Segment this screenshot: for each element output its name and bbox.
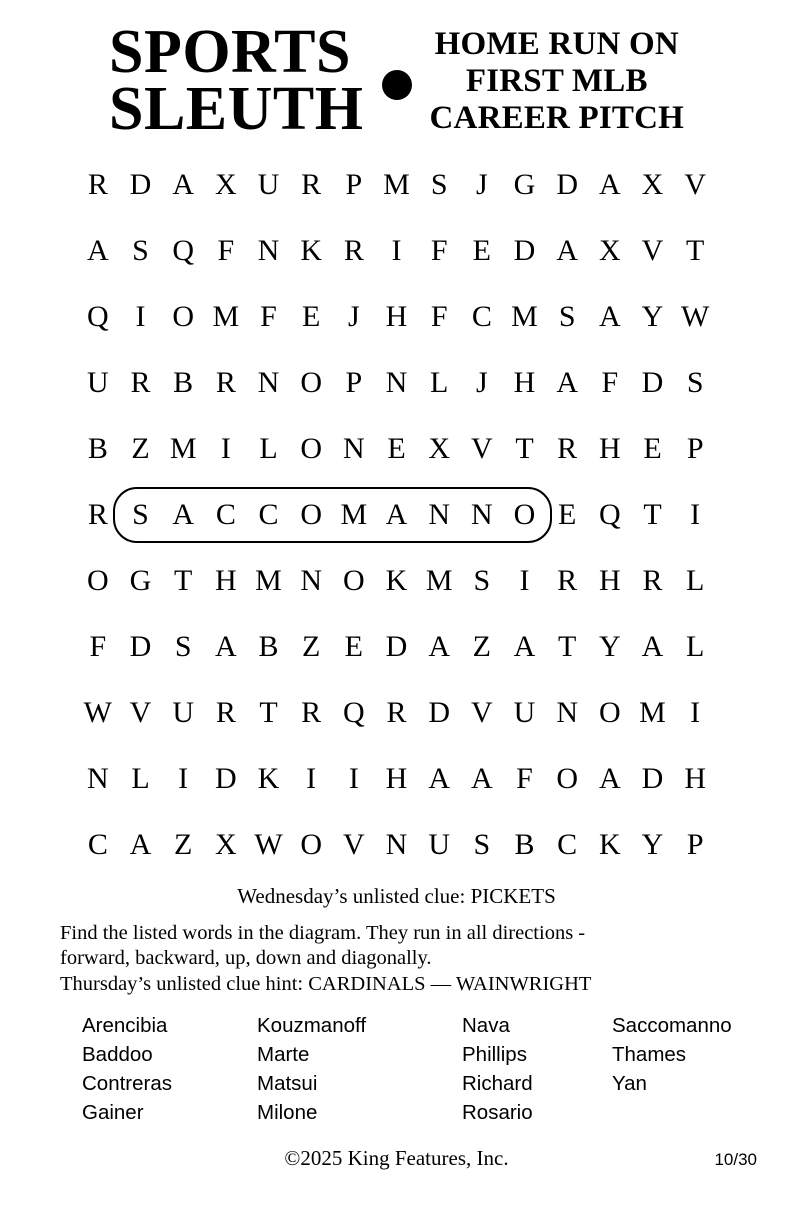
grid-cell[interactable]: O [556, 762, 578, 796]
grid-cell[interactable]: I [135, 300, 146, 334]
grid-cell[interactable]: N [470, 498, 493, 532]
grid-cell[interactable]: C [557, 828, 578, 862]
grid-cell[interactable]: D [385, 630, 408, 664]
grid-cell[interactable]: E [643, 432, 662, 466]
grid-cell[interactable]: N [257, 234, 280, 268]
grid-cell[interactable]: A [214, 630, 237, 664]
grid-cell[interactable]: R [642, 564, 663, 598]
next-day-hint: Thursday’s unlisted clue hint: CARDINALS — WAINWRIGHT [60, 973, 592, 996]
word-list-column [612, 1011, 753, 1127]
page-footer [0, 1146, 793, 1174]
grid-cell[interactable]: C [215, 498, 236, 532]
grid-cell[interactable]: Q [86, 300, 109, 334]
grid-cell[interactable]: Y [641, 300, 664, 334]
grid-cell[interactable]: M [212, 300, 240, 334]
grid-cell[interactable]: B [514, 828, 535, 862]
grid-cell[interactable]: O [513, 498, 536, 532]
grid-cell[interactable]: M [425, 564, 453, 598]
grid-cell[interactable]: G [513, 168, 536, 202]
grid-cell[interactable]: A [86, 234, 109, 268]
grid-cell[interactable]: D [129, 168, 152, 202]
grid-cell[interactable]: O [342, 564, 365, 598]
grid-cell[interactable]: F [430, 234, 448, 268]
word-list-item[interactable]: Thames [612, 1043, 687, 1067]
grid-cell[interactable]: P [686, 828, 704, 862]
unlisted-clue: Wednesday’s unlisted clue: PICKETS [237, 884, 556, 909]
puzzle-title-line-2: SLEUTH [108, 75, 364, 144]
grid-cell[interactable]: V [342, 828, 365, 862]
grid-cell[interactable]: Q [172, 234, 194, 268]
grid-cell[interactable]: T [515, 432, 534, 466]
puzzle-subtitle-line-1: HOME RUN ON [434, 25, 679, 62]
grid-cell[interactable]: G [129, 564, 152, 598]
grid-cell[interactable]: N [300, 564, 322, 598]
grid-cell[interactable]: Z [472, 630, 491, 664]
grid-cell[interactable]: Q [598, 498, 621, 532]
grid-cell[interactable]: A [556, 366, 578, 400]
grid-cell[interactable]: Q [342, 696, 365, 730]
grid-cell[interactable]: X [641, 168, 664, 202]
grid-cell[interactable]: I [306, 762, 317, 796]
grid-cell[interactable]: M [383, 168, 410, 202]
grid-cell[interactable]: F [260, 300, 277, 334]
word-list-item[interactable]: Nava [462, 1014, 510, 1038]
grid-cell[interactable]: A [428, 630, 450, 664]
grid-cell[interactable]: A [385, 498, 408, 532]
grid-cell[interactable]: R [215, 696, 236, 730]
grid-cell[interactable]: J [475, 168, 488, 202]
grid-cell[interactable]: D [214, 762, 237, 796]
grid-cell[interactable]: M [511, 300, 538, 334]
grid-cell[interactable]: W [681, 300, 710, 334]
grid-cell[interactable]: S [686, 366, 704, 400]
grid-cell[interactable]: H [598, 432, 621, 466]
grid-cell[interactable]: H [684, 762, 706, 796]
grid-cell[interactable]: O [300, 366, 322, 400]
grid-cell[interactable]: R [386, 696, 407, 730]
page-number: 10/30 [714, 1150, 757, 1169]
grid-cell[interactable]: A [172, 168, 194, 202]
grid-cell[interactable]: F [89, 630, 107, 664]
grid-cell[interactable]: I [519, 564, 530, 598]
grid-cell[interactable]: W [254, 828, 283, 862]
grid-cell[interactable]: L [686, 630, 705, 664]
grid-cell[interactable]: N [428, 498, 450, 532]
grid-cell[interactable]: I [348, 762, 359, 796]
grid-cell[interactable]: T [558, 630, 577, 664]
grid-cell[interactable]: U [257, 168, 280, 202]
grid-cell[interactable]: R [557, 432, 578, 466]
grid-cell[interactable]: N [342, 432, 365, 466]
grid-cell[interactable]: R [130, 366, 151, 400]
word-list-item[interactable]: Milone [257, 1101, 318, 1125]
grid-cell[interactable]: I [391, 234, 402, 268]
grid-cell[interactable]: R [301, 168, 322, 202]
grid-cell[interactable]: N [385, 828, 408, 862]
grid-cell[interactable]: E [344, 630, 363, 664]
grid-cell[interactable]: L [131, 762, 150, 796]
grid-cell[interactable]: A [556, 234, 578, 268]
grid-cell[interactable]: Z [174, 828, 193, 862]
grid-cell[interactable]: I [178, 762, 189, 796]
grid-cell[interactable]: C [471, 300, 492, 334]
word-list-item[interactable]: Gainer [82, 1101, 144, 1125]
grid-cell[interactable]: H [214, 564, 237, 598]
grid-cell[interactable]: P [345, 366, 363, 400]
grid-cell[interactable]: M [340, 498, 368, 532]
grid-cell[interactable]: L [430, 366, 449, 400]
grid-cell[interactable]: V [641, 234, 664, 268]
grid-cell[interactable]: N [86, 762, 109, 796]
grid-cell[interactable]: B [87, 432, 108, 466]
grid-cell[interactable]: X [428, 432, 450, 466]
grid-cell[interactable]: A [470, 762, 493, 796]
puzzle-subtitle [430, 26, 685, 137]
word-list-item[interactable]: Baddoo [82, 1043, 153, 1067]
grid-cell[interactable]: P [345, 168, 363, 202]
grid-cell[interactable]: F [601, 366, 619, 400]
grid-cell[interactable]: T [686, 234, 705, 268]
grid-cell[interactable]: V [470, 696, 493, 730]
grid-cell[interactable]: N [385, 366, 408, 400]
grid-cell[interactable]: I [220, 432, 231, 466]
puzzle-title-line-1: SPORTS [108, 18, 351, 86]
grid-cell[interactable]: O [300, 432, 322, 466]
grid-cell[interactable]: A [598, 168, 621, 202]
grid-cell[interactable]: H [385, 300, 408, 334]
word-list-item[interactable]: Matsui [257, 1072, 318, 1096]
instructions-line-1: Find the listed words in the diagram. They run in all directions - [60, 922, 586, 945]
grid-cell[interactable]: S [174, 630, 192, 664]
grid-cell[interactable]: D [513, 234, 536, 268]
grid-cell[interactable]: J [347, 300, 360, 334]
grid-cell[interactable]: T [174, 564, 193, 598]
grid-cell[interactable]: U [86, 366, 109, 400]
grid-cell[interactable]: A [641, 630, 664, 664]
grid-cell[interactable]: S [473, 828, 491, 862]
grid-cell[interactable]: F [516, 762, 533, 796]
grid-cell[interactable]: P [686, 432, 704, 466]
word-list-item[interactable]: Richard [462, 1072, 533, 1096]
grid-cell[interactable]: D [428, 696, 450, 730]
grid-cell[interactable]: F [217, 234, 235, 268]
grid-cell[interactable]: R [215, 366, 236, 400]
grid-cell[interactable]: S [558, 300, 576, 334]
grid-cell[interactable]: K [300, 234, 322, 268]
word-list-column [257, 1011, 462, 1127]
grid-cell[interactable]: L [686, 564, 705, 598]
grid-cell[interactable]: S [430, 168, 448, 202]
grid-cell[interactable]: R [343, 234, 364, 268]
grid-cell[interactable]: X [598, 234, 621, 268]
grid-cell[interactable]: L [259, 432, 278, 466]
grid-cell[interactable]: O [86, 564, 109, 598]
grid-cell[interactable]: E [302, 300, 321, 334]
grid-cell[interactable]: K [598, 828, 621, 862]
puzzle-subtitle-line-2: FIRST MLB [465, 62, 648, 99]
grid-cell[interactable]: U [428, 828, 450, 862]
word-list-item[interactable]: Arencibia [82, 1014, 168, 1038]
grid-cell[interactable]: O [300, 828, 322, 862]
word-list-item[interactable]: Saccomanno [612, 1014, 732, 1038]
grid-cell[interactable]: X [214, 168, 237, 202]
bullet-dot-icon [382, 70, 412, 100]
puzzle-title [108, 18, 364, 144]
grid-cell[interactable]: V [684, 168, 706, 202]
grid-cell[interactable]: Y [598, 630, 621, 664]
grid-cell[interactable]: U [513, 696, 536, 730]
grid-cell[interactable]: A [598, 762, 621, 796]
word-search-grid-wrap [77, 152, 717, 878]
grid-cell[interactable]: I [690, 696, 701, 730]
grid-cell[interactable]: A [513, 630, 536, 664]
word-list-item[interactable]: Contreras [82, 1072, 173, 1096]
grid-cell[interactable]: Z [302, 630, 321, 664]
grid-cell[interactable]: M [255, 564, 282, 598]
word-list-item[interactable]: Rosario [462, 1101, 533, 1125]
grid-cell[interactable]: M [169, 432, 197, 466]
grid-cell[interactable]: M [639, 696, 666, 730]
grid-cell[interactable]: F [430, 300, 448, 334]
word-search-grid[interactable] [77, 152, 717, 878]
grid-cell[interactable]: D [129, 630, 152, 664]
grid-cell[interactable]: R [87, 498, 108, 532]
puzzle-subtitle-line-3: CAREER PITCH [429, 99, 685, 136]
grid-cell[interactable]: N [556, 696, 578, 730]
grid-cell[interactable]: T [643, 498, 662, 532]
grid-cell[interactable]: A [172, 498, 194, 532]
grid-cell[interactable]: D [641, 762, 664, 796]
grid-cell[interactable]: H [513, 366, 536, 400]
word-list [0, 1011, 793, 1127]
grid-cell[interactable]: B [173, 366, 194, 400]
grid-cell[interactable]: D [556, 168, 578, 202]
word-list-column [462, 1011, 612, 1127]
grid-cell[interactable]: R [301, 696, 322, 730]
grid-cell[interactable]: E [387, 432, 406, 466]
grid-cell[interactable]: K [385, 564, 408, 598]
grid-cell[interactable]: A [428, 762, 450, 796]
word-list-item[interactable]: Kouzmanoff [257, 1014, 367, 1038]
grid-cell[interactable]: Y [641, 828, 664, 862]
grid-cell[interactable]: V [129, 696, 152, 730]
grid-cell[interactable]: K [257, 762, 280, 796]
grid-cell[interactable]: T [259, 696, 278, 730]
word-list-item[interactable]: Phillips [462, 1043, 527, 1067]
word-list-column [82, 1011, 257, 1127]
grid-cell[interactable]: E [472, 234, 491, 268]
grid-cell[interactable]: O [598, 696, 621, 730]
puzzle-header [0, 0, 793, 144]
grid-cell[interactable]: S [473, 564, 491, 598]
grid-cell[interactable]: N [257, 366, 280, 400]
grid-cell[interactable]: H [385, 762, 408, 796]
grid-cell[interactable]: U [172, 696, 194, 730]
copyright-text: ©2025 King Features, Inc. [284, 1146, 509, 1170]
grid-cell[interactable]: R [557, 564, 578, 598]
grid-cell[interactable]: C [258, 498, 279, 532]
word-list-item[interactable]: Marte [257, 1043, 310, 1067]
grid-cell[interactable]: E [558, 498, 577, 532]
instructions-line-2: forward, backward, up, down and diagonally. [60, 947, 432, 970]
grid-cell[interactable]: J [475, 366, 488, 400]
grid-cell[interactable]: R [87, 168, 108, 202]
grid-cell[interactable]: S [132, 498, 149, 532]
grid-cell[interactable]: O [300, 498, 322, 532]
instructions [0, 921, 793, 971]
grid-cell[interactable]: S [132, 234, 149, 268]
grid-cell[interactable]: A [129, 828, 152, 862]
grid-cell[interactable]: A [598, 300, 621, 334]
grid-cell[interactable]: Z [131, 432, 150, 466]
grid-cell[interactable]: C [87, 828, 108, 862]
grid-cell[interactable]: H [598, 564, 621, 598]
grid-cell[interactable]: I [690, 498, 701, 532]
grid-cell[interactable]: V [470, 432, 493, 466]
grid-cell[interactable]: W [83, 696, 112, 730]
word-list-item[interactable]: Yan [612, 1072, 647, 1096]
grid-cell[interactable]: O [172, 300, 194, 334]
grid-cell[interactable]: B [258, 630, 279, 664]
grid-cell[interactable]: X [214, 828, 237, 862]
grid-cell[interactable]: D [641, 366, 664, 400]
